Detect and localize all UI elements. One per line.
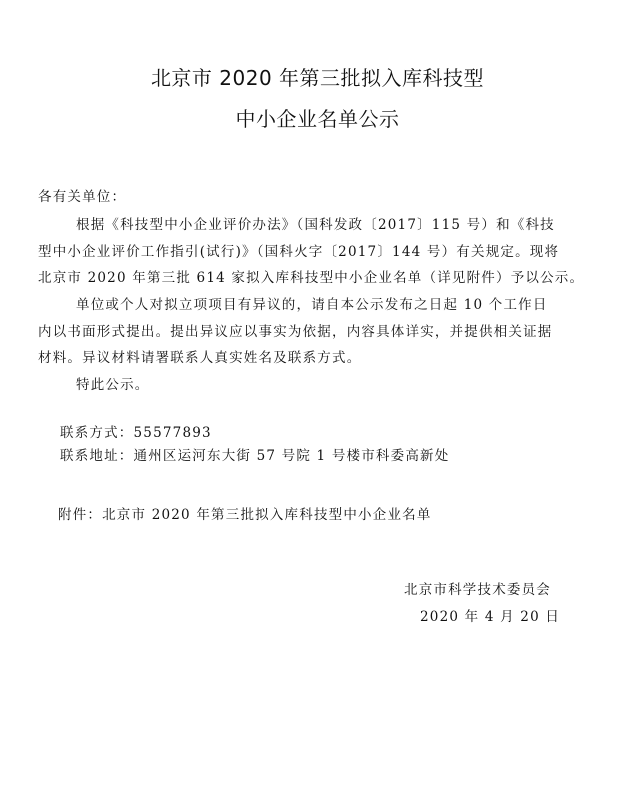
signature-date: 2020 年 4 月 20 日 (420, 609, 561, 625)
paragraph-1-line-3: 北京市 2020 年第三批 614 家拟入库科技型中小企业名单（详见附件）予以公示。 (38, 270, 585, 286)
paragraph-2-line-1: 单位或个人对拟立项项目有异议的，请自本公示发布之日起 10 个工作日 (76, 297, 548, 313)
salutation: 各有关单位： (38, 189, 127, 205)
paragraph-1-line-1: 根据《科技型中小企业评价办法》（国科发政〔2017〕115 号）和《科技 (76, 217, 555, 233)
paragraph-2-line-3: 材料。异议材料请署联系人真实姓名及联系方式。 (38, 350, 362, 366)
notice-title-line-2: 中小企业名单公示 (235, 107, 400, 131)
paragraph-1-line-2: 型中小企业评价工作指引(试行)》（国科火字〔2017〕144 号）有关规定。现将 (38, 244, 560, 260)
paragraph-2-line-2: 内以书面形式提出。提出异议应以事实为依据，内容具体详实，并提供相关证据 (38, 324, 553, 340)
contact-address: 联系地址：通州区运河东大街 57 号院 1 号楼市科委高新处 (60, 448, 450, 464)
paragraph-3: 特此公示。 (76, 377, 150, 393)
signature-org: 北京市科学技术委员会 (404, 582, 551, 598)
contact-phone: 联系方式：55577893 (60, 425, 212, 441)
notice-title-line-1: 北京市 2020 年第三批拟入库科技型 (150, 66, 485, 90)
attachment-line: 附件：北京市 2020 年第三批拟入库科技型中小企业名单 (58, 507, 432, 523)
